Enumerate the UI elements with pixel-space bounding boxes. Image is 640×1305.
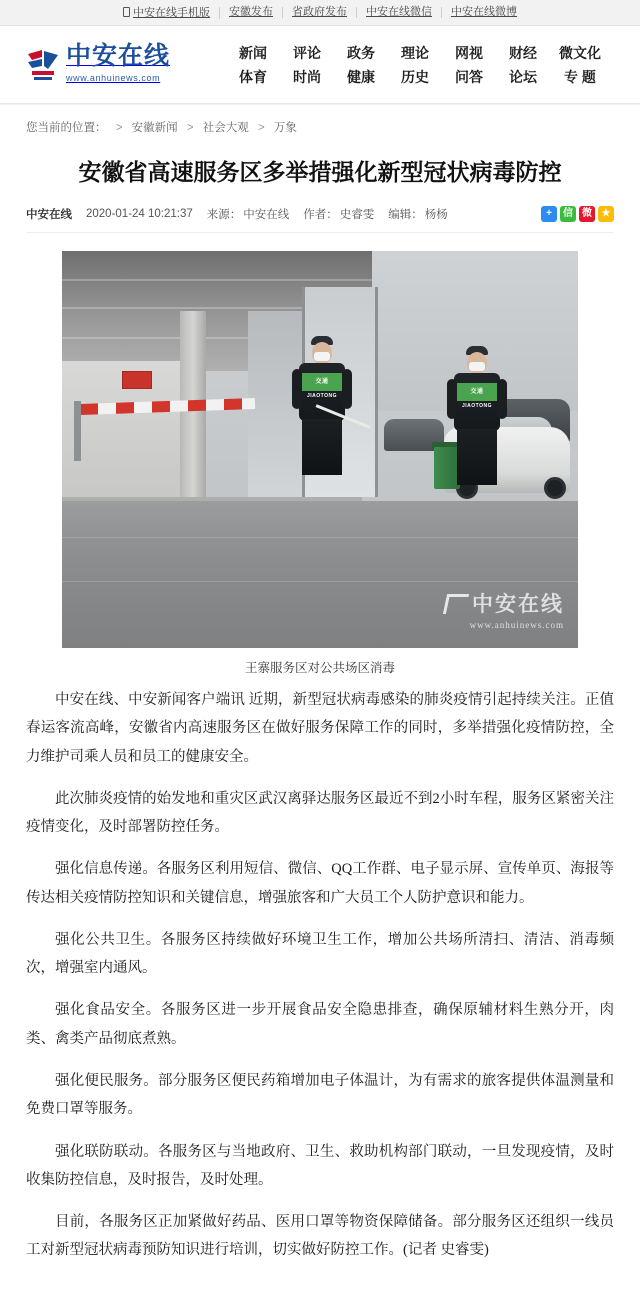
photo-caption: 王寨服务区对公共场区消毒	[244, 661, 395, 676]
nav-item-finance[interactable]: 财经	[509, 44, 537, 61]
nav-col-theory[interactable]	[388, 41, 442, 89]
nav-item-qa[interactable]: 问答	[455, 68, 483, 85]
breadcrumb-item-wanxiang[interactable]: 万象	[273, 122, 297, 134]
site-logo[interactable]	[26, 44, 206, 85]
meta-author-value: 史睿雯	[339, 209, 375, 222]
nav-item-fashion[interactable]: 时尚	[293, 68, 321, 85]
nav-item-health[interactable]: 健康	[347, 68, 375, 85]
nav-item-microculture[interactable]: 微文化	[559, 44, 601, 61]
topbar-item-wechat[interactable]	[357, 7, 442, 18]
topbar-item-govfabu[interactable]	[283, 7, 357, 18]
nav-col-news[interactable]	[226, 41, 280, 89]
article-photo	[62, 251, 578, 648]
photo-red-sign	[122, 371, 152, 389]
topbar-item-weibo[interactable]	[442, 7, 526, 18]
photo-worker-2-vest	[454, 373, 500, 431]
article-paragraph-1: 中安在线、中安新闻客户端讯 近期，新型冠状病毒感染的肺炎疫情引起持续关注。正值春运客流高峰，安徽省内高速服务区在做好服务保障工作的同时，多举措强化疫情防控，全力维护司乘人员和员工的健康安全。	[26, 692, 614, 765]
photo-watermark	[445, 588, 564, 630]
topbar-item-mobile-label: 中安在线手机版	[133, 6, 210, 19]
photo-watermark-title: 中安在线	[445, 588, 564, 618]
meta-source-value: 中安在线	[243, 209, 290, 222]
nav-item-government[interactable]: 政务	[347, 44, 375, 61]
photo-worker-1-legs	[302, 419, 342, 475]
article-paragraph-6: 强化便民服务。部分服务区便民药箱增加电子体温计，为有需求的旅客提供体温测量和免费口罩等服务。	[26, 1072, 614, 1118]
meta-site: 中安在线	[26, 209, 72, 222]
article-paragraph-8: 目前，各服务区正加紧做好药品、医用口罩等物资保障储备。部分服务区还组织一线员工对新型冠状病毒预防知识进行培训，切实做好防控工作。(记者 史睿雯)	[26, 1214, 614, 1259]
nav-col-culture[interactable]	[550, 41, 610, 89]
nav-item-comment[interactable]: 评论	[293, 44, 321, 61]
article-figure	[26, 251, 614, 676]
topbar-item-anhuifabu[interactable]	[220, 7, 283, 18]
photo-wheel-2	[544, 477, 566, 499]
meta-author-label: 作者：	[303, 209, 338, 222]
photo-face-mask-2	[469, 362, 485, 371]
phone-icon	[123, 7, 130, 17]
topbar-item-weibo-label: 中安在线微博	[451, 6, 517, 18]
breadcrumb-separator-2: >	[186, 122, 194, 134]
page-bottom-spacer	[0, 1289, 640, 1305]
logo-mark-icon	[26, 48, 60, 82]
favorite-star-icon[interactable]: ★	[598, 206, 614, 222]
watermark-logo-icon	[443, 594, 469, 614]
breadcrumb-separator-1: >	[115, 122, 123, 134]
logo-domain: www.anhuinews.com	[66, 73, 161, 83]
nav-item-history[interactable]: 历史	[401, 68, 429, 85]
article-paragraph-7: 强化联防联动。各服务区与当地政府、卫生、救助机构部门联动，一旦发现疫情，及时收集防控信息，及时报告，及时处理。	[26, 1143, 614, 1188]
nav-item-theory[interactable]: 理论	[401, 44, 429, 61]
photo-ground-line-2	[62, 581, 578, 582]
meta-source-label: 来源：	[206, 209, 242, 222]
share-bar	[541, 206, 614, 222]
meta-editor-value: 杨杨	[424, 209, 448, 222]
photo-worker-2-vest-text-en: JIAOTONG	[461, 403, 493, 410]
wechat-icon[interactable]: 信	[560, 206, 576, 222]
nav-col-comment[interactable]	[280, 41, 334, 89]
article-paragraph-4: 强化公共卫生。各服务区持续做好环境卫生工作，增加公共场所清扫、清洁、消毒频次，增强室内通风。	[26, 931, 614, 977]
nav-col-finance[interactable]	[496, 41, 550, 89]
nav-col-government[interactable]	[334, 41, 388, 89]
page-title: 安徽省高速服务区多举措强化新型冠状病毒防控	[78, 160, 562, 185]
photo-worker-1-vest-text-en: JIAOTONG	[306, 393, 338, 400]
breadcrumb	[0, 104, 640, 145]
nav-item-news[interactable]: 新闻	[239, 44, 267, 61]
breadcrumb-item-anhui-news[interactable]: 安徽新闻	[131, 122, 178, 134]
breadcrumb-separator-3: >	[257, 122, 265, 134]
site-header	[0, 26, 640, 104]
main-navigation	[206, 41, 614, 89]
article-meta	[26, 206, 614, 233]
photo-worker-1-arm-right	[342, 369, 352, 409]
photo-worker-2-arm-left	[447, 379, 457, 419]
article-paragraph-5: 强化食品安全。各服务区进一步开展食品安全隐患排查，确保原辅材料生熟分开，肉类、禽类产品彻底煮熟。	[26, 1002, 614, 1047]
weibo-icon[interactable]: 微	[579, 206, 595, 222]
photo-barrier-post	[74, 401, 81, 461]
topbar-item-govfabu-label: 省政府发布	[292, 6, 347, 18]
top-utility-bar	[0, 0, 640, 26]
topbar-item-mobile[interactable]	[114, 7, 220, 19]
photo-worker-2-arm-right	[497, 379, 507, 419]
photo-worker-1-arm-left	[292, 369, 302, 409]
photo-face-mask-1	[314, 352, 330, 361]
photo-ground-line-1	[62, 537, 578, 538]
article-paragraph-2: 此次肺炎疫情的始发地和重灾区武汉离驿达服务区最近不到2小时车程，服务区紧密关注疫情变化，及时部署防控任务。	[26, 790, 614, 836]
photo-watermark-domain: www.anhuinews.com	[469, 620, 564, 631]
breadcrumb-item-society[interactable]: 社会大观	[202, 122, 249, 134]
nav-col-video[interactable]	[442, 41, 496, 89]
meta-editor-label: 编辑：	[388, 209, 423, 222]
nav-item-sports[interactable]: 体育	[239, 68, 267, 85]
nav-item-special[interactable]: 专 题	[564, 68, 596, 85]
photo-canopy-line-1	[62, 279, 372, 281]
photo-worker-1-vest-text: 交通	[315, 379, 329, 386]
topbar-item-anhuifabu-label: 安徽发布	[229, 6, 273, 18]
breadcrumb-prefix: 您当前的位置：	[26, 122, 107, 134]
photo-worker-2-vest-text: 交通	[470, 389, 484, 396]
nav-item-video[interactable]: 网视	[455, 44, 483, 61]
article-body	[26, 686, 614, 1265]
article-paragraph-3: 强化信息传递。各服务区利用短信、微信、QQ工作群、电子显示屏、宣传单页、海报等传达相关疫情防控知识和关键信息，增强旅客和广大员工个人防护意识和能力。	[26, 861, 614, 906]
photo-worker-2-legs	[457, 429, 497, 485]
meta-datetime: 2020-01-24 10:21:37	[86, 208, 193, 221]
nav-item-forum[interactable]: 论坛	[509, 68, 537, 85]
article	[0, 157, 640, 1289]
share-plus-icon[interactable]: +	[541, 206, 557, 222]
topbar-item-wechat-label: 中安在线微信	[366, 6, 432, 18]
logo-title: 中安在线	[66, 43, 171, 70]
